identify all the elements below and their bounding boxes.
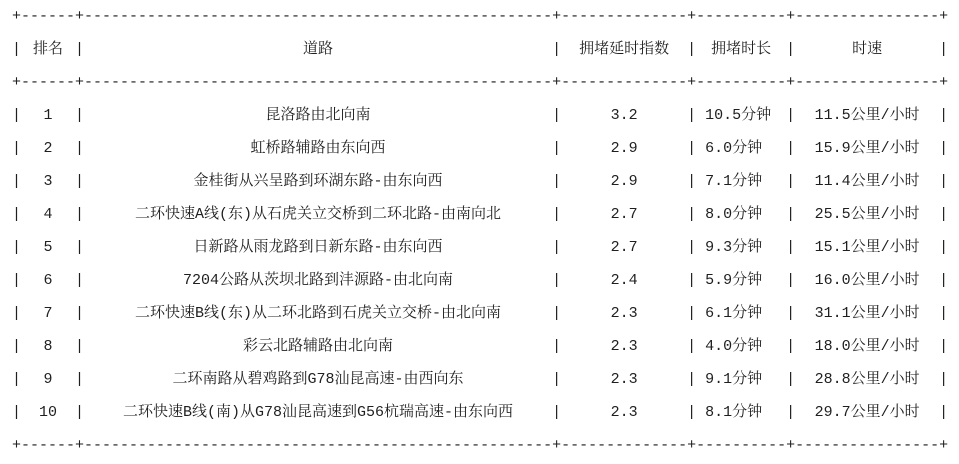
border-dashes: ---------------- bbox=[795, 437, 940, 454]
column-divider: | bbox=[75, 239, 85, 256]
index-cell: 2.4 bbox=[610, 272, 638, 289]
column-divider: | bbox=[12, 305, 22, 322]
dur-cell: 8.1分钟 bbox=[705, 404, 763, 421]
border-corner: + bbox=[552, 74, 562, 91]
rank-cell: 8 bbox=[43, 338, 53, 355]
column-header-index: 拥堵延时指数 bbox=[579, 41, 670, 58]
border-dashes: ---------------------------------------------------- bbox=[84, 74, 553, 91]
border-corner: + bbox=[75, 74, 85, 91]
column-divider: | bbox=[786, 140, 796, 157]
dur-cell: 10.5分钟 bbox=[705, 107, 772, 124]
border-corner: + bbox=[939, 8, 949, 25]
column-divider: | bbox=[12, 140, 22, 157]
road-cell: 虹桥路辅路由东向西 bbox=[250, 140, 386, 157]
index-cell: 2.9 bbox=[610, 173, 638, 190]
table-row bbox=[12, 363, 959, 396]
column-divider: | bbox=[687, 371, 697, 388]
index-cell: 2.7 bbox=[610, 206, 638, 223]
column-header-speed: 时速 bbox=[852, 41, 883, 58]
rank-cell: 1 bbox=[43, 107, 53, 124]
border-corner: + bbox=[939, 437, 949, 454]
column-divider: | bbox=[75, 338, 85, 355]
column-divider: | bbox=[939, 305, 949, 322]
road-cell: 昆洛路由北向南 bbox=[265, 107, 371, 124]
index-cell: 2.3 bbox=[610, 371, 638, 388]
speed-cell: 11.5公里/小时 bbox=[814, 107, 920, 124]
index-cell: 3.2 bbox=[610, 107, 638, 124]
table-bottom-border bbox=[12, 429, 959, 462]
border-dashes: ---------------- bbox=[795, 74, 940, 91]
column-divider: | bbox=[12, 371, 22, 388]
column-divider: | bbox=[75, 107, 85, 124]
column-header-rank: 排名 bbox=[32, 41, 63, 58]
border-dashes: -------------- bbox=[561, 8, 688, 25]
table-row bbox=[12, 264, 959, 297]
column-divider: | bbox=[552, 107, 562, 124]
column-divider: | bbox=[786, 338, 796, 355]
dur-cell: 8.0分钟 bbox=[705, 206, 763, 223]
rank-cell: 7 bbox=[43, 305, 53, 322]
speed-cell: 11.4公里/小时 bbox=[814, 173, 920, 190]
column-divider: | bbox=[939, 272, 949, 289]
road-cell: 二环快速B线(东)从二环北路到石虎关立交桥-由北向南 bbox=[135, 305, 502, 322]
index-cell: 2.7 bbox=[610, 239, 638, 256]
border-corner: + bbox=[939, 74, 949, 91]
column-divider: | bbox=[939, 338, 949, 355]
column-divider: | bbox=[75, 41, 85, 58]
border-dashes: ---------- bbox=[696, 74, 787, 91]
border-corner: + bbox=[786, 74, 796, 91]
column-divider: | bbox=[12, 239, 22, 256]
border-corner: + bbox=[12, 74, 22, 91]
column-divider: | bbox=[939, 41, 949, 58]
column-divider: | bbox=[552, 404, 562, 421]
column-divider: | bbox=[786, 239, 796, 256]
column-divider: | bbox=[552, 338, 562, 355]
column-divider: | bbox=[687, 305, 697, 322]
road-cell: 日新路从雨龙路到日新东路-由东向西 bbox=[193, 239, 443, 256]
border-corner: + bbox=[687, 74, 697, 91]
column-divider: | bbox=[552, 140, 562, 157]
dur-cell: 9.1分钟 bbox=[705, 371, 763, 388]
border-corner: + bbox=[786, 8, 796, 25]
column-divider: | bbox=[552, 371, 562, 388]
border-corner: + bbox=[786, 437, 796, 454]
column-divider: | bbox=[687, 41, 697, 58]
column-divider: | bbox=[687, 107, 697, 124]
border-corner: + bbox=[12, 8, 22, 25]
border-corner: + bbox=[552, 8, 562, 25]
column-divider: | bbox=[12, 41, 22, 58]
column-divider: | bbox=[552, 206, 562, 223]
index-cell: 2.9 bbox=[610, 140, 638, 157]
column-divider: | bbox=[687, 338, 697, 355]
road-cell: 7204公路从茨坝北路到沣源路-由北向南 bbox=[183, 272, 454, 289]
border-dashes: ------ bbox=[21, 437, 76, 454]
column-divider: | bbox=[12, 338, 22, 355]
rank-cell: 6 bbox=[43, 272, 53, 289]
speed-cell: 18.0公里/小时 bbox=[814, 338, 920, 355]
table-row bbox=[12, 297, 959, 330]
dur-cell: 9.3分钟 bbox=[705, 239, 763, 256]
road-cell: 二环快速B线(南)从G78汕昆高速到G56杭瑞高速-由东向西 bbox=[123, 404, 514, 421]
column-divider: | bbox=[12, 272, 22, 289]
speed-cell: 28.8公里/小时 bbox=[814, 371, 920, 388]
border-dashes: ---------------------------------------------------- bbox=[84, 8, 553, 25]
table-header-row bbox=[12, 33, 959, 66]
border-dashes: ------ bbox=[21, 8, 76, 25]
table-row bbox=[12, 198, 959, 231]
column-divider: | bbox=[552, 305, 562, 322]
column-divider: | bbox=[786, 173, 796, 190]
border-dashes: -------------- bbox=[561, 437, 688, 454]
table-header-separator bbox=[12, 66, 959, 99]
column-divider: | bbox=[786, 371, 796, 388]
border-dashes: ---------------- bbox=[795, 8, 940, 25]
rank-cell: 3 bbox=[43, 173, 53, 190]
border-corner: + bbox=[75, 8, 85, 25]
dur-cell: 5.9分钟 bbox=[705, 272, 763, 289]
table-row bbox=[12, 132, 959, 165]
column-divider: | bbox=[12, 206, 22, 223]
border-dashes: ---------- bbox=[696, 8, 787, 25]
table-row bbox=[12, 99, 959, 132]
road-cell: 彩云北路辅路由北向南 bbox=[243, 338, 394, 355]
column-divider: | bbox=[687, 404, 697, 421]
rank-cell: 10 bbox=[38, 404, 57, 421]
index-cell: 2.3 bbox=[610, 404, 638, 421]
column-divider: | bbox=[939, 206, 949, 223]
border-corner: + bbox=[552, 437, 562, 454]
column-divider: | bbox=[687, 140, 697, 157]
column-divider: | bbox=[687, 239, 697, 256]
dur-cell: 6.1分钟 bbox=[705, 305, 763, 322]
rank-cell: 4 bbox=[43, 206, 53, 223]
speed-cell: 31.1公里/小时 bbox=[814, 305, 920, 322]
speed-cell: 25.5公里/小时 bbox=[814, 206, 920, 223]
dur-cell: 4.0分钟 bbox=[705, 338, 763, 355]
column-divider: | bbox=[552, 41, 562, 58]
table-top-border bbox=[12, 0, 959, 33]
border-corner: + bbox=[12, 437, 22, 454]
column-divider: | bbox=[12, 404, 22, 421]
border-corner: + bbox=[687, 437, 697, 454]
dur-cell: 7.1分钟 bbox=[705, 173, 763, 190]
column-divider: | bbox=[939, 239, 949, 256]
table-row bbox=[12, 165, 959, 198]
column-divider: | bbox=[75, 371, 85, 388]
column-divider: | bbox=[75, 272, 85, 289]
column-divider: | bbox=[939, 404, 949, 421]
border-dashes: -------------- bbox=[561, 74, 688, 91]
column-divider: | bbox=[786, 107, 796, 124]
column-divider: | bbox=[786, 404, 796, 421]
index-cell: 2.3 bbox=[610, 338, 638, 355]
speed-cell: 15.9公里/小时 bbox=[814, 140, 920, 157]
border-dashes: ---------- bbox=[696, 437, 787, 454]
road-cell: 二环南路从碧鸡路到G78汕昆高速-由西向东 bbox=[172, 371, 464, 388]
border-dashes: ---------------------------------------------------- bbox=[84, 437, 553, 454]
dur-cell: 6.0分钟 bbox=[705, 140, 763, 157]
column-divider: | bbox=[12, 107, 22, 124]
column-divider: | bbox=[786, 272, 796, 289]
column-divider: | bbox=[552, 272, 562, 289]
column-divider: | bbox=[939, 371, 949, 388]
column-divider: | bbox=[552, 239, 562, 256]
rank-cell: 5 bbox=[43, 239, 53, 256]
column-divider: | bbox=[786, 41, 796, 58]
table-row bbox=[12, 396, 959, 429]
index-cell: 2.3 bbox=[610, 305, 638, 322]
column-header-road: 道路 bbox=[303, 41, 334, 58]
column-divider: | bbox=[939, 107, 949, 124]
column-divider: | bbox=[939, 173, 949, 190]
rank-cell: 9 bbox=[43, 371, 53, 388]
column-divider: | bbox=[75, 206, 85, 223]
border-corner: + bbox=[687, 8, 697, 25]
column-divider: | bbox=[75, 173, 85, 190]
column-divider: | bbox=[786, 206, 796, 223]
column-divider: | bbox=[75, 404, 85, 421]
road-cell: 金桂街从兴呈路到环湖东路-由东向西 bbox=[193, 173, 443, 190]
column-divider: | bbox=[786, 305, 796, 322]
table-row bbox=[12, 231, 959, 264]
speed-cell: 16.0公里/小时 bbox=[814, 272, 920, 289]
border-dashes: ------ bbox=[21, 74, 76, 91]
column-divider: | bbox=[75, 305, 85, 322]
border-corner: + bbox=[75, 437, 85, 454]
speed-cell: 29.7公里/小时 bbox=[814, 404, 920, 421]
column-divider: | bbox=[75, 140, 85, 157]
column-divider: | bbox=[552, 173, 562, 190]
column-divider: | bbox=[939, 140, 949, 157]
column-divider: | bbox=[687, 272, 697, 289]
column-divider: | bbox=[687, 206, 697, 223]
column-divider: | bbox=[12, 173, 22, 190]
table-row bbox=[12, 330, 959, 363]
rank-cell: 2 bbox=[43, 140, 53, 157]
speed-cell: 15.1公里/小时 bbox=[814, 239, 920, 256]
column-header-dur: 拥堵时长 bbox=[711, 41, 772, 58]
road-cell: 二环快速A线(东)从石虎关立交桥到二环北路-由南向北 bbox=[135, 206, 502, 223]
column-divider: | bbox=[687, 173, 697, 190]
